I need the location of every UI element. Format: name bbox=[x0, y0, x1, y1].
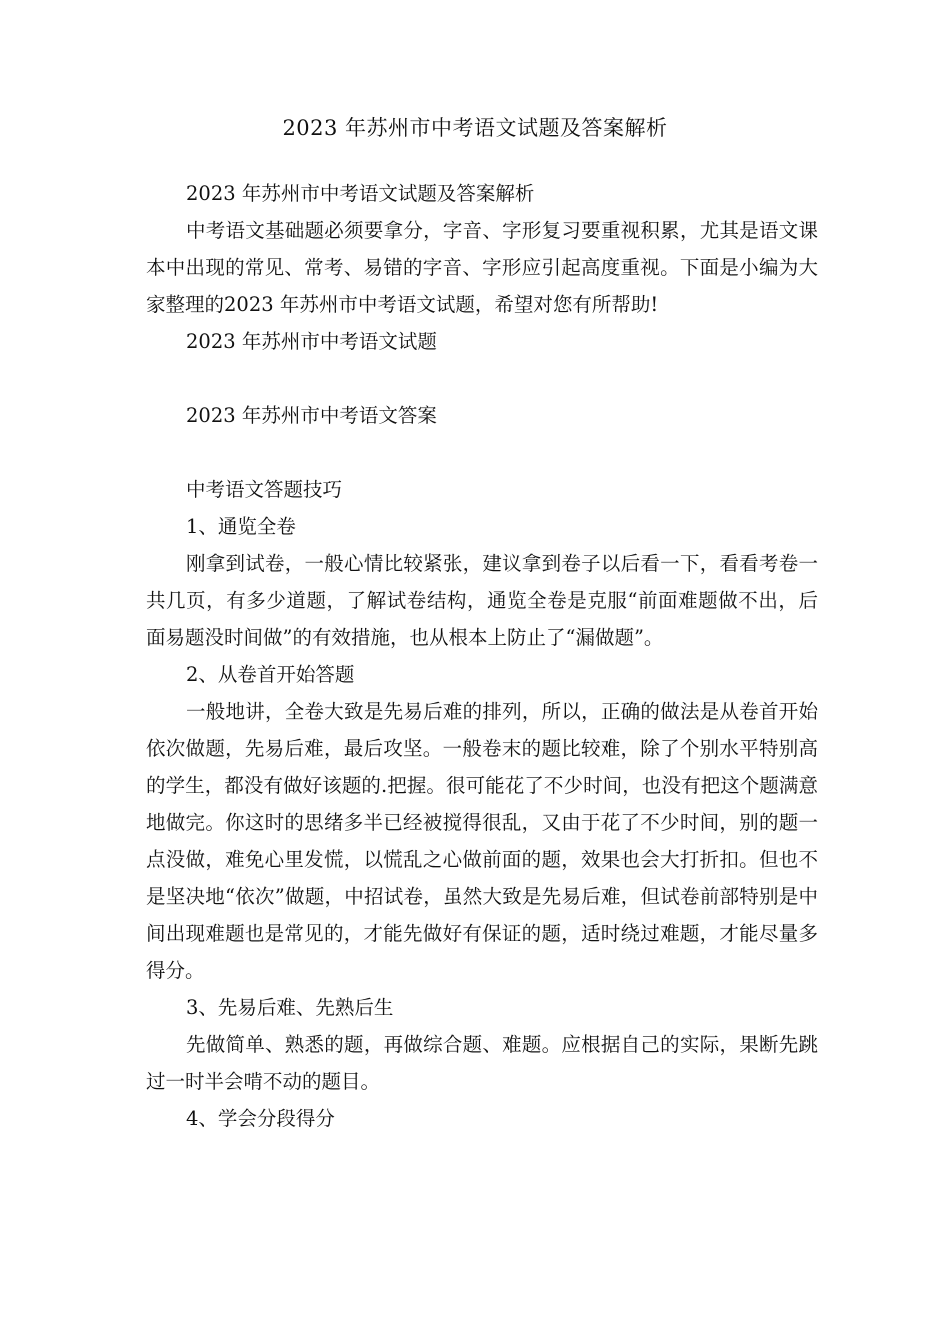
page-title: 2023 年苏州市中考语文试题及答案解析 bbox=[282, 116, 668, 140]
tip-2-heading: 2、从卷首开始答题 bbox=[186, 663, 355, 686]
tip-1-heading: 1、通览全卷 bbox=[186, 515, 296, 538]
exam-answers-heading: 2023 年苏州市中考语文答案 bbox=[186, 404, 437, 427]
tips-heading: 中考语文答题技巧 bbox=[186, 478, 343, 501]
intro-paragraph: 中考语文基础题必须要拿分，字音、字形复习要重视积累，尤其是语文课本中出现的常见、常考、易错的字音、字形应引起高度重视。下面是小编为大家整理的2023 年苏州市中考语文试题，希望对您有所帮助! bbox=[146, 219, 818, 316]
spacer bbox=[146, 434, 818, 471]
document-body bbox=[146, 175, 818, 1137]
tip-4-heading: 4、学会分段得分 bbox=[186, 1107, 335, 1130]
intro-heading: 2023 年苏州市中考语文试题及答案解析 bbox=[186, 182, 535, 205]
tip-2-paragraph: 一般地讲，全卷大致是先易后难的排列，所以，正确的做法是从卷首开始依次做题，先易后难，最后攻坚。一般卷末的题比较难，除了个别水平特别高的学生，都没有做好该题的.把握。很可能花了不少时间，也没有把这个题满意地做完。你这时的思绪多半已经被搅得很乱，又由于花了不少时间，别的题一点没做，难免心里发慌，以慌乱之心做前面的题，效果也会大打折扣。但也不是坚决地“依次”做题，中招试卷，虽然大致是先易后难，但试卷前部特别是中间出现难题也是常见的，才能先做好有保证的题，适时绕过难题，才能尽量多得分。 bbox=[146, 700, 818, 982]
exam-questions-heading: 2023 年苏州市中考语文试题 bbox=[186, 330, 437, 353]
tip-1-paragraph: 刚拿到试卷，一般心情比较紧张，建议拿到卷子以后看一下，看看考卷一共几页，有多少道题，了解试卷结构，通览全卷是克服“前面难题做不出，后面易题没时间做”的有效措施，也从根本上防止了“漏做题”。 bbox=[146, 552, 818, 649]
tip-3-paragraph: 先做简单、熟悉的题，再做综合题、难题。应根据自己的实际，果断先跳过一时半会啃不动的题目。 bbox=[146, 1033, 818, 1093]
tip-3-heading: 3、先易后难、先熟后生 bbox=[186, 996, 394, 1019]
spacer bbox=[146, 360, 818, 397]
